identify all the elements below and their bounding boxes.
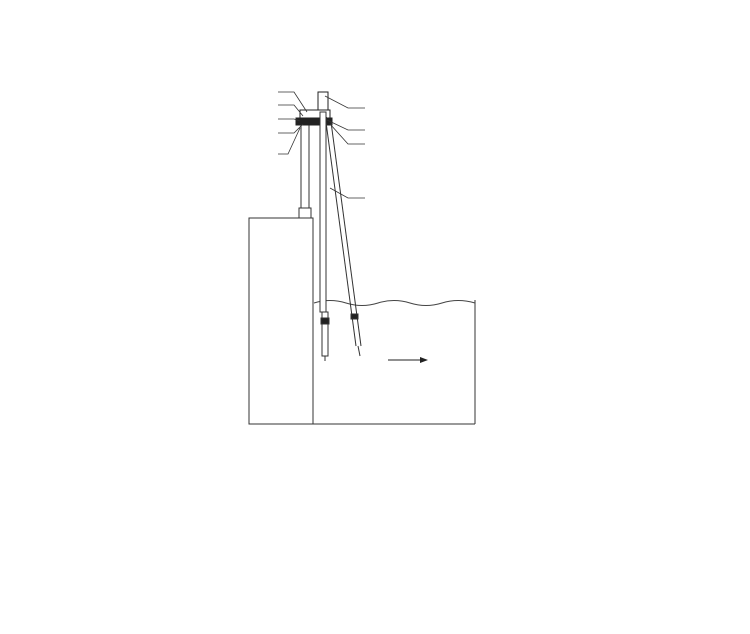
diagram-frame bbox=[249, 300, 475, 424]
fixed-pipe bbox=[299, 118, 311, 218]
brick-wall bbox=[249, 218, 313, 424]
flow-arrow bbox=[388, 357, 428, 363]
water-surface bbox=[314, 301, 475, 306]
immersion-rod bbox=[320, 112, 329, 361]
slanted-rod bbox=[326, 122, 361, 356]
